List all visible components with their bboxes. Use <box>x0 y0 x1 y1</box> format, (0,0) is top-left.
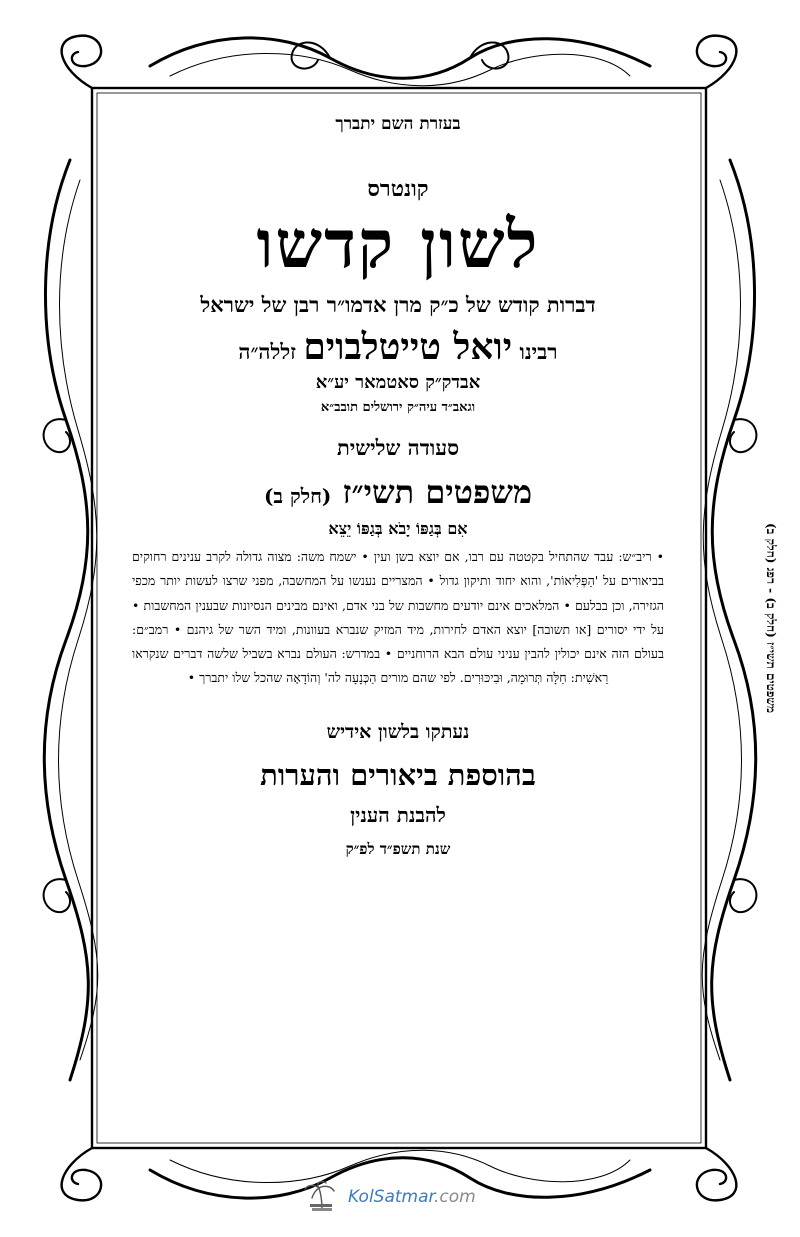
blessing-heading: בעזרת השם יתברך <box>335 114 461 134</box>
author-title-jerusalem: וגאב״ד עיה״ק ירושלים תובב״א <box>320 400 476 415</box>
kolsatmar-logo[interactable] <box>300 1180 530 1214</box>
kuntres-label: קונטרס <box>367 176 429 202</box>
additions-heading: בהוספת ביאורים והערות <box>260 757 536 792</box>
side-running-label: משפטים תשי״ז (חלק ב) - רפג (חלק ב) <box>764 522 778 714</box>
author-title-satmar: אבדק״ק סאטמאר יע״א <box>315 372 481 393</box>
title-page-content <box>108 100 688 1135</box>
verse-quote: אִם בְּגַפּוֹ יָבֹא בְּגַפּוֹ יֵצֵא <box>328 519 468 538</box>
translated-note: נעתקו בלשון אידיש <box>326 720 470 743</box>
logo-wordmark <box>348 1187 476 1207</box>
publication-year: שנת תשפ״ד לפ״ק <box>345 839 451 858</box>
author-prefix: רבינו <box>519 339 558 364</box>
understanding-subheading: להבנת הענין <box>350 802 446 827</box>
parsha-part: (חלק ב) <box>263 484 332 508</box>
parsha-heading <box>108 473 688 511</box>
parsha-name: משפטים תשי״ז <box>342 473 533 511</box>
section-name: סעודה שלישית <box>336 435 460 460</box>
palm-tree-books-icon <box>300 1180 342 1214</box>
logo-brand: KolSatmar <box>348 1187 434 1207</box>
author-name-line <box>108 326 688 368</box>
author-intro: דברות קודש של כ״ק מרן אדמו״ר רבן של ישראל <box>200 292 596 317</box>
author-suffix: זללה״ה <box>238 339 297 364</box>
author-name: יואל טייטלבוים <box>303 326 513 368</box>
summary-paragraph: • ריב״ש: עבד שהתחיל בקטטה עם רבו, אם יוצא בשן ועין • ישמח משה: מצוה גדולה לקרב ענינים רחוקים בביאורים על 'הַפְּלִיאוֹת', והוא יחוד ותיקון גדול • המצריים נענשו על המחשבה, מפני שרצו לעשות יותר מכפי הגזירה, וכן בבלעם • המלאכים אינם יודעים מחשבות של בני אדם, ואינם מבינים הנסיונות שבענין המחשבות • על ידי יסורים [או תשובה] יוצא האדם לחירות, מיד המזיק שנברא בעוונות, ומיד השר של גיהנם • רמב״ם: בעולם הזה אינם יכולין להבין עניני עולם הבא הרוחניים • במדרש: העולם נברא בשביל שלשה דברים שנקראו רֵאשִׁית: חַלָּה תְּרוּמָה, וּבִיכּוּרִים. לפי שהם מורים הַכְּנָעָה לה' וְהוֹדָאָה שהכל שלו יתברך • <box>132 549 664 686</box>
logo-tld: .com <box>433 1187 476 1207</box>
main-title: לשון קדשו <box>256 205 540 283</box>
